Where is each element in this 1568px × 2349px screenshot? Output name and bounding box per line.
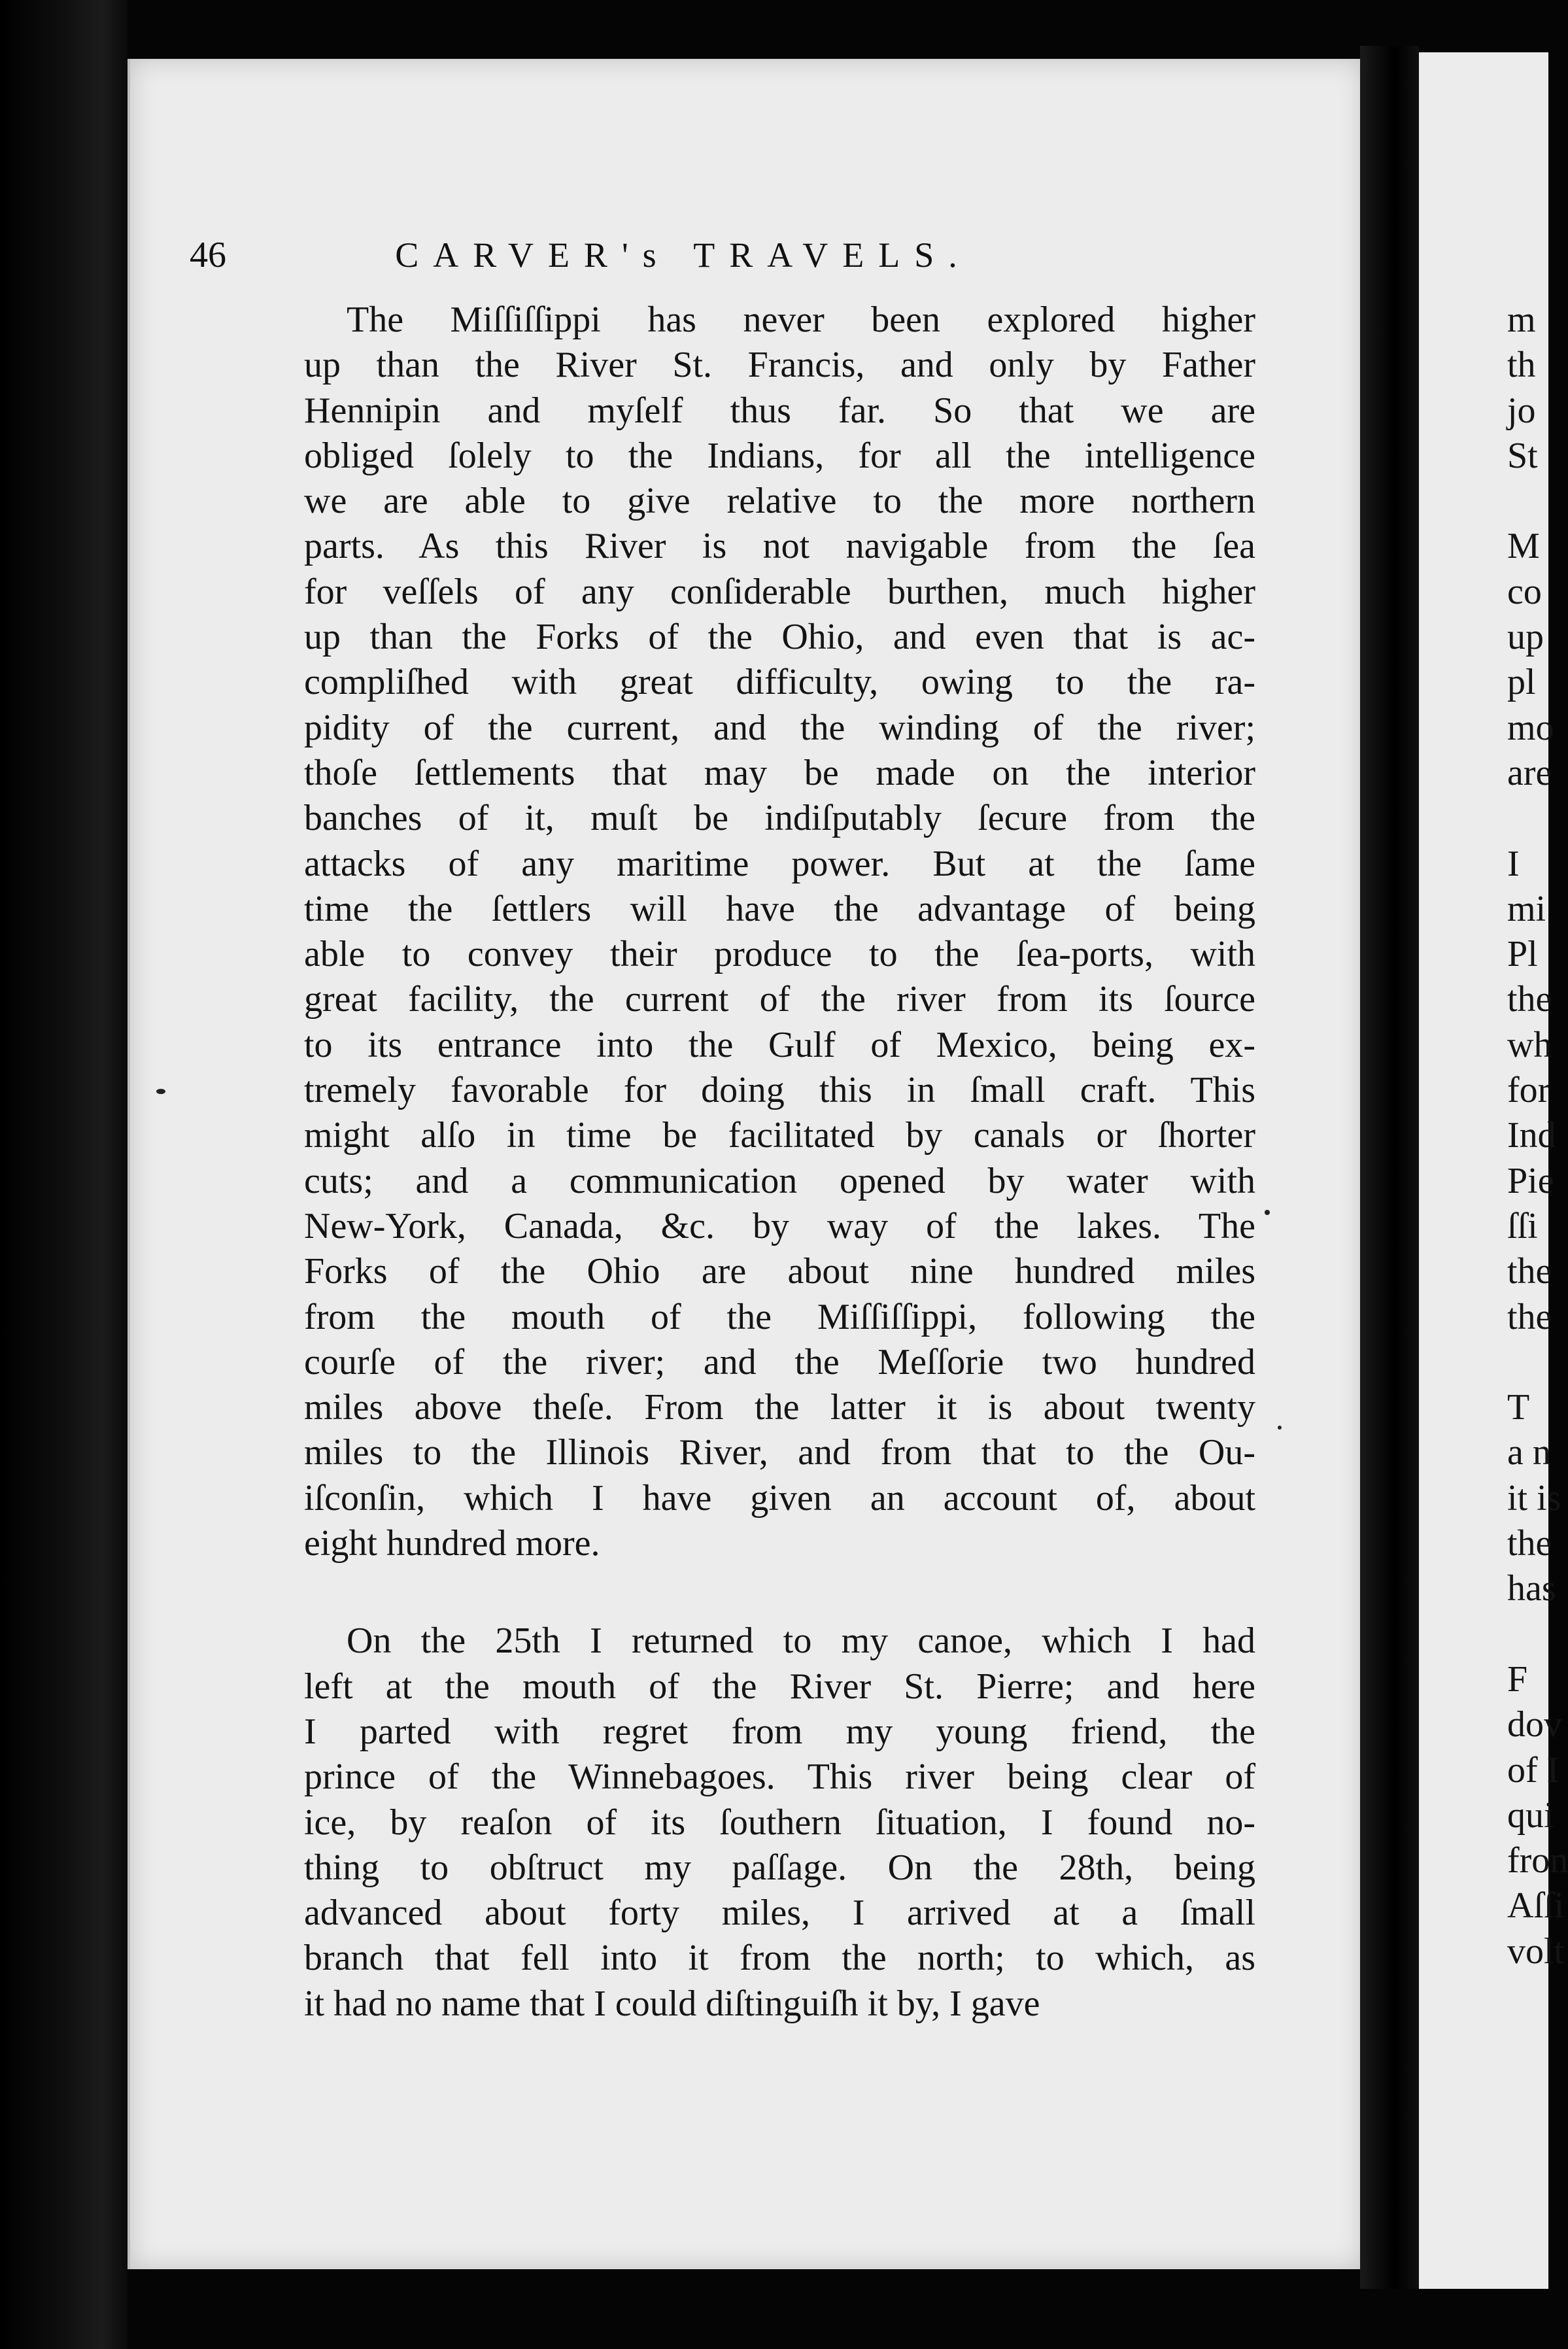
- facing-page-fragment: a n: [1507, 1432, 1551, 1473]
- facing-page-fragment: m: [1507, 300, 1536, 340]
- facing-page-fragment: up: [1507, 617, 1544, 658]
- facing-page-fragment: has: [1507, 1568, 1556, 1609]
- text-line: we are able to give relative to the more northern: [304, 481, 1255, 522]
- book-spine-left: [0, 0, 128, 2349]
- facing-page-fragment: [1507, 1340, 1548, 1385]
- facing-page-fragment: St: [1507, 435, 1538, 476]
- facing-page-fragment: the: [1507, 1296, 1552, 1337]
- facing-page-fragment: th: [1507, 345, 1536, 386]
- text-line: Hennipin and myſelf thus far. So that we are: [304, 390, 1255, 431]
- text-line: parts. As this River is not navigable from the ſea: [304, 526, 1255, 567]
- facing-page-fragment: [1507, 796, 1548, 841]
- text-line: courſe of the river; and the Meſſorie two hundred: [304, 1341, 1255, 1382]
- text-line: great facility, the current of the river from its ſource: [304, 979, 1255, 1020]
- paragraph-gap: [304, 1566, 1255, 1619]
- text-line: might alſo in time be facilitated by canals or ſhorter: [304, 1115, 1255, 1156]
- facing-page-fragment: M: [1507, 526, 1540, 567]
- facing-page-fragment: Aſſi: [1507, 1885, 1565, 1927]
- text-line: attacks of any maritime power. But at the ſame: [304, 843, 1255, 884]
- facing-page-fragment: are: [1507, 752, 1552, 793]
- facing-page-fragment: qui: [1507, 1794, 1554, 1836]
- ink-speck: [156, 1089, 165, 1094]
- text-line: I parted with regret from my young friend, the: [304, 1711, 1255, 1752]
- facing-page-fragment: the: [1507, 1523, 1552, 1564]
- text-line: pidity of the current, and the winding of the river;: [304, 707, 1255, 748]
- facing-page-fragment: T: [1507, 1387, 1530, 1428]
- facing-page-fragment: mo: [1507, 707, 1554, 748]
- facing-page-fragment: co: [1507, 571, 1542, 612]
- text-line: compliſhed with great difficulty, owing to the ra-: [304, 662, 1255, 703]
- facing-page-fragment: mi: [1507, 888, 1546, 929]
- page-header: [190, 226, 1125, 284]
- text-line: left at the mouth of the River St. Pierre; and here: [304, 1666, 1255, 1707]
- text-line: eight hundred more.: [304, 1523, 600, 1564]
- text-line: obliged ſolely to the Indians, for all the intelligence: [304, 435, 1255, 476]
- text-line: up than the Forks of the Ohio, and even that is ac-: [304, 617, 1255, 658]
- facing-page-fragment: jo: [1507, 390, 1536, 431]
- facing-page-fragment: fron: [1507, 1840, 1568, 1881]
- text-line: tremely favorable for doing this in ſmall craft. This: [304, 1070, 1255, 1111]
- text-line: On the 25th I returned to my canoe, which I had: [347, 1620, 1255, 1662]
- text-line: able to convey their produce to the ſea-ports, with: [304, 934, 1255, 975]
- text-line: from the mouth of the Miſſiſſippi, following the: [304, 1296, 1255, 1337]
- text-line: time the ſettlers will have the advantage of being: [304, 888, 1255, 929]
- facing-page-text: [1507, 298, 1568, 1974]
- facing-page-fragment: the: [1507, 979, 1552, 1020]
- paragraph: [304, 1619, 1255, 2027]
- text-line: up than the River St. Francis, and only by Father: [304, 345, 1255, 386]
- text-line: cuts; and a communication opened by water with: [304, 1160, 1255, 1201]
- text-line: Forks of the Ohio are about nine hundred miles: [304, 1251, 1255, 1292]
- text-line: New-York, Canada, &c. by way of the lakes. The: [304, 1205, 1255, 1246]
- text-line: The Miſſiſſippi has never been explored higher: [347, 300, 1255, 340]
- text-line: prince of the Winnebagoes. This river being clear of: [304, 1757, 1255, 1798]
- facing-page-fragment: dov: [1507, 1704, 1562, 1745]
- ink-speck: [1265, 1210, 1270, 1215]
- page-number: 46: [190, 235, 226, 275]
- text-line: to its entrance into the Gulf of Mexico, being ex-: [304, 1024, 1255, 1065]
- facing-page-fragment: Pl: [1507, 934, 1538, 975]
- text-line: iſconſin, which I have given an account of, about: [304, 1477, 1255, 1518]
- facing-page-fragment: Pie: [1507, 1160, 1554, 1201]
- facing-page-fragment: pl: [1507, 662, 1536, 703]
- facing-page-fragment: volt: [1507, 1930, 1565, 1972]
- facing-page-fragment: [1507, 1612, 1548, 1657]
- text-line: branch that fell into it from the north; to which, as: [304, 1938, 1255, 1979]
- text-line: banches of it, muſt be indiſputably ſecure from the: [304, 798, 1255, 839]
- text-line: it had no name that I could diſtinguiſh it by, I gave: [304, 1983, 1040, 2024]
- text-line: thoſe ſettlements that may be made on the interior: [304, 752, 1255, 793]
- facing-page-fragment: ſſi: [1507, 1205, 1538, 1246]
- running-title: CARVER's TRAVELS.: [395, 235, 972, 275]
- text-line: miles above theſe. From the latter it is about twenty: [304, 1387, 1255, 1428]
- book-gutter: [1360, 46, 1419, 2289]
- body-text: [304, 298, 1255, 2027]
- facing-page-fragment: of I: [1507, 1749, 1559, 1791]
- facing-page-fragment: F: [1507, 1658, 1528, 1700]
- facing-page-fragment: for: [1507, 1070, 1550, 1111]
- text-line: thing to obſtruct my paſſage. On the 28th, being: [304, 1847, 1255, 1888]
- ink-speck: [1278, 1426, 1282, 1430]
- facing-page-fragment: [1507, 479, 1548, 524]
- text-line: advanced about forty miles, I arrived at a ſmall: [304, 1893, 1255, 1934]
- facing-page-fragment: the: [1507, 1251, 1552, 1292]
- facing-page-fragment: it is: [1507, 1477, 1561, 1518]
- text-line: miles to the Illinois River, and from that to the Ou-: [304, 1432, 1255, 1473]
- facing-page-fragment: Ind: [1507, 1115, 1556, 1156]
- text-line: for veſſels of any conſiderable burthen, much higher: [304, 571, 1255, 612]
- facing-page-fragment: I: [1507, 843, 1520, 884]
- text-line: ice, by reaſon of its ſouthern ſituation, I found no-: [304, 1802, 1255, 1843]
- paragraph: [304, 298, 1255, 1566]
- facing-page-fragment: wh: [1507, 1024, 1552, 1065]
